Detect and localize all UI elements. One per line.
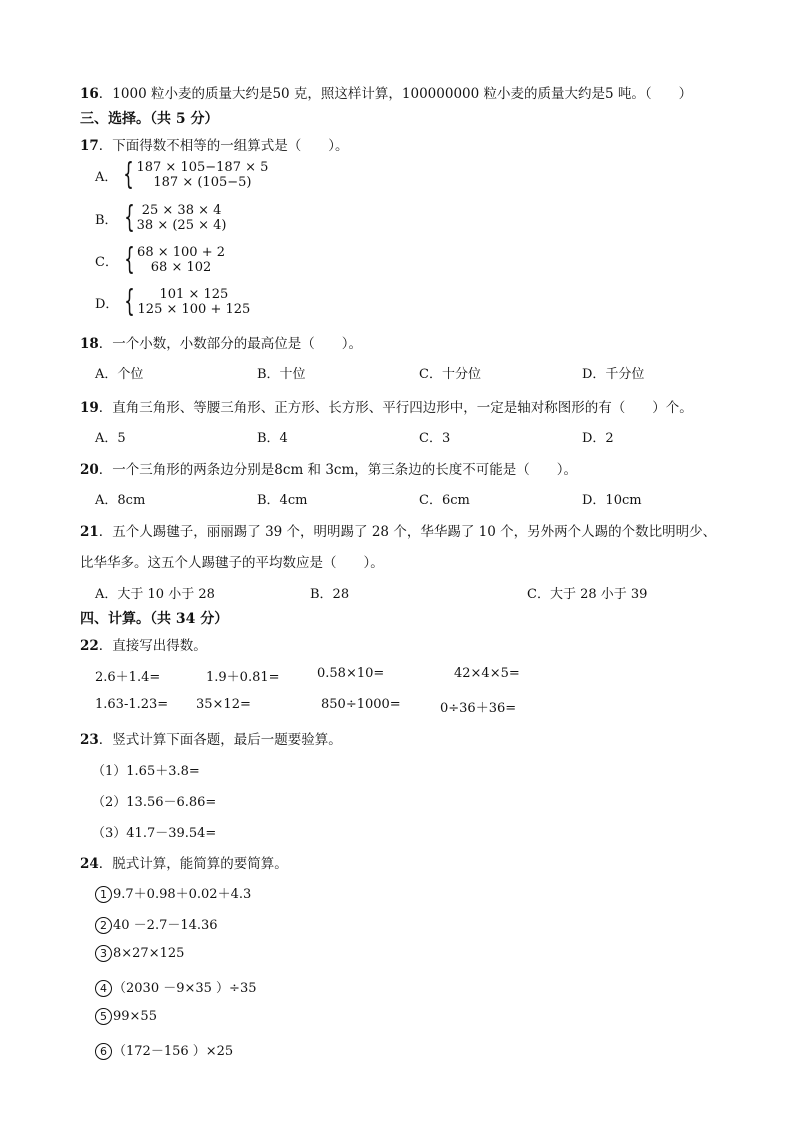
circled-number: 2 [95, 917, 112, 934]
question-text: ．一个小数，小数部分的最高位是（ ）。 [98, 336, 363, 352]
step-calc-item [95, 1040, 233, 1060]
expression-line: 187 × (105−5) [153, 175, 252, 190]
question-number: 23 [80, 732, 99, 748]
option-17-d[interactable] [95, 284, 251, 319]
expression: 99×55 [113, 1009, 157, 1024]
mental-math-item: 850÷1000= [321, 697, 401, 712]
option-18-b[interactable]: B．十位 [257, 367, 306, 382]
expression-line: 25 × 38 × 4 [141, 203, 222, 218]
question-text: ．1000 粒小麦的质量大约是50 克，照这样计算，100000000 粒小麦的质量大约是5 吨。（ ） [98, 86, 693, 102]
question-number: 22 [80, 638, 99, 654]
question-number: 17 [80, 138, 99, 154]
expression-pair [137, 245, 225, 275]
question-24 [80, 852, 288, 872]
option-19-b[interactable]: B．4 [257, 431, 288, 446]
left-brace-icon: { [123, 200, 135, 235]
option-21-a[interactable]: A．大于 10 小于 28 [95, 587, 215, 602]
option-18-a[interactable]: A．个位 [95, 367, 144, 382]
expression-pair [136, 160, 268, 190]
option-17-c[interactable] [95, 242, 225, 277]
option-label: A． [95, 169, 118, 185]
question-number: 18 [80, 336, 99, 352]
option-20-b[interactable]: B．4cm [257, 493, 308, 508]
question-22 [80, 634, 207, 654]
vertical-calc-item: （3）41.7－39.54= [92, 826, 217, 841]
option-17-b[interactable] [95, 200, 227, 235]
option-20-a[interactable]: A．8cm [95, 493, 146, 508]
option-label: D． [95, 296, 119, 312]
step-calc-item [95, 914, 218, 934]
circled-number: 4 [95, 980, 112, 997]
mental-math-item: 2.6＋1.4= [95, 670, 161, 685]
expression-line: 68 × 100 + 2 [137, 245, 225, 260]
question-17 [80, 134, 349, 154]
option-21-b[interactable]: B．28 [310, 587, 350, 602]
section-title-calculation: 四、计算。（共 34 分） [80, 611, 229, 627]
expression: 40 －2.7－14.36 [113, 918, 218, 933]
left-brace-icon: { [124, 284, 136, 319]
expression-pair [137, 203, 227, 233]
question-16 [80, 82, 692, 102]
question-number: 19 [80, 400, 99, 416]
expression-line: 68 × 102 [150, 260, 212, 275]
option-label: C． [95, 254, 118, 270]
question-text: ．竖式计算下面各题，最后一题要验算。 [98, 732, 342, 748]
mental-math-item: 42×4×5= [454, 666, 520, 681]
section-title-choice: 三、选择。（共 5 分） [80, 111, 219, 127]
question-18 [80, 332, 362, 352]
expression-line: 125 × 100 + 125 [137, 302, 251, 317]
option-19-a[interactable]: A．5 [95, 431, 126, 446]
question-text: ．脱式计算，能简算的要简算。 [98, 856, 288, 872]
question-text: ．下面得数不相等的一组算式是（ ）。 [98, 138, 349, 154]
mental-math-item: 1.63-1.23= [95, 697, 169, 712]
question-20 [80, 458, 577, 478]
question-text: ．五个人踢毽子，丽丽踢了 39 个，明明踢了 28 个，华华踢了 10 个，另外两个人踢的个数比明明少、 [98, 524, 717, 540]
option-17-a[interactable] [95, 157, 269, 192]
question-text: ．直角三角形、等腰三角形、正方形、长方形、平行四边形中，一定是轴对称图形的有（ ）个。 [98, 400, 693, 416]
circled-number: 1 [95, 886, 112, 903]
circled-number: 6 [95, 1043, 112, 1060]
step-calc-item [95, 977, 257, 997]
step-calc-item [95, 883, 251, 903]
question-text: ．直接写出得数。 [98, 638, 207, 654]
left-brace-icon: { [123, 157, 135, 192]
mental-math-item: 35×12= [196, 697, 251, 712]
expression-line: 101 × 125 [159, 287, 229, 302]
option-18-d[interactable]: D．千分位 [582, 367, 645, 382]
question-number: 20 [80, 462, 99, 478]
question-23 [80, 728, 342, 748]
vertical-calc-item: （2）13.56－6.86= [92, 795, 217, 810]
expression: 9.7＋0.98＋0.02＋4.3 [113, 887, 252, 902]
option-21-c[interactable]: C．大于 28 小于 39 [527, 587, 648, 602]
question-21-continued: 比华华多。这五个人踢毽子的平均数应是（ ）。 [80, 555, 384, 571]
question-21 [80, 520, 716, 540]
expression: （2030 －9×35 ）÷35 [113, 981, 257, 996]
circled-number: 3 [95, 945, 112, 962]
option-19-c[interactable]: C．3 [419, 431, 451, 446]
question-19 [80, 396, 693, 416]
option-19-d[interactable]: D．2 [582, 431, 614, 446]
question-number: 16 [80, 86, 99, 102]
option-20-d[interactable]: D．10cm [582, 493, 642, 508]
question-number: 24 [80, 856, 99, 872]
expression-line: 38 × (25 × 4) [136, 218, 227, 233]
left-brace-icon: { [124, 242, 135, 277]
question-text: ．一个三角形的两条边分别是8cm 和 3cm，第三条边的长度不可能是（ ）。 [98, 462, 578, 478]
mental-math-item: 0.58×10= [317, 666, 385, 681]
mental-math-item: 1.9＋0.81= [206, 670, 280, 685]
expression-line: 187 × 105−187 × 5 [136, 160, 269, 175]
option-18-c[interactable]: C．十分位 [419, 367, 481, 382]
option-20-c[interactable]: C．6cm [419, 493, 470, 508]
step-calc-item [95, 945, 184, 962]
expression: 8×27×125 [113, 946, 185, 961]
expression-pair [138, 287, 251, 317]
expression: （172－156 ）×25 [113, 1044, 234, 1059]
mental-math-item: 0÷36＋36= [440, 701, 517, 716]
step-calc-item [95, 1008, 157, 1025]
circled-number: 5 [95, 1008, 112, 1025]
question-number: 21 [80, 524, 99, 540]
vertical-calc-item: （1）1.65＋3.8= [92, 764, 200, 779]
option-label: B． [95, 212, 118, 228]
